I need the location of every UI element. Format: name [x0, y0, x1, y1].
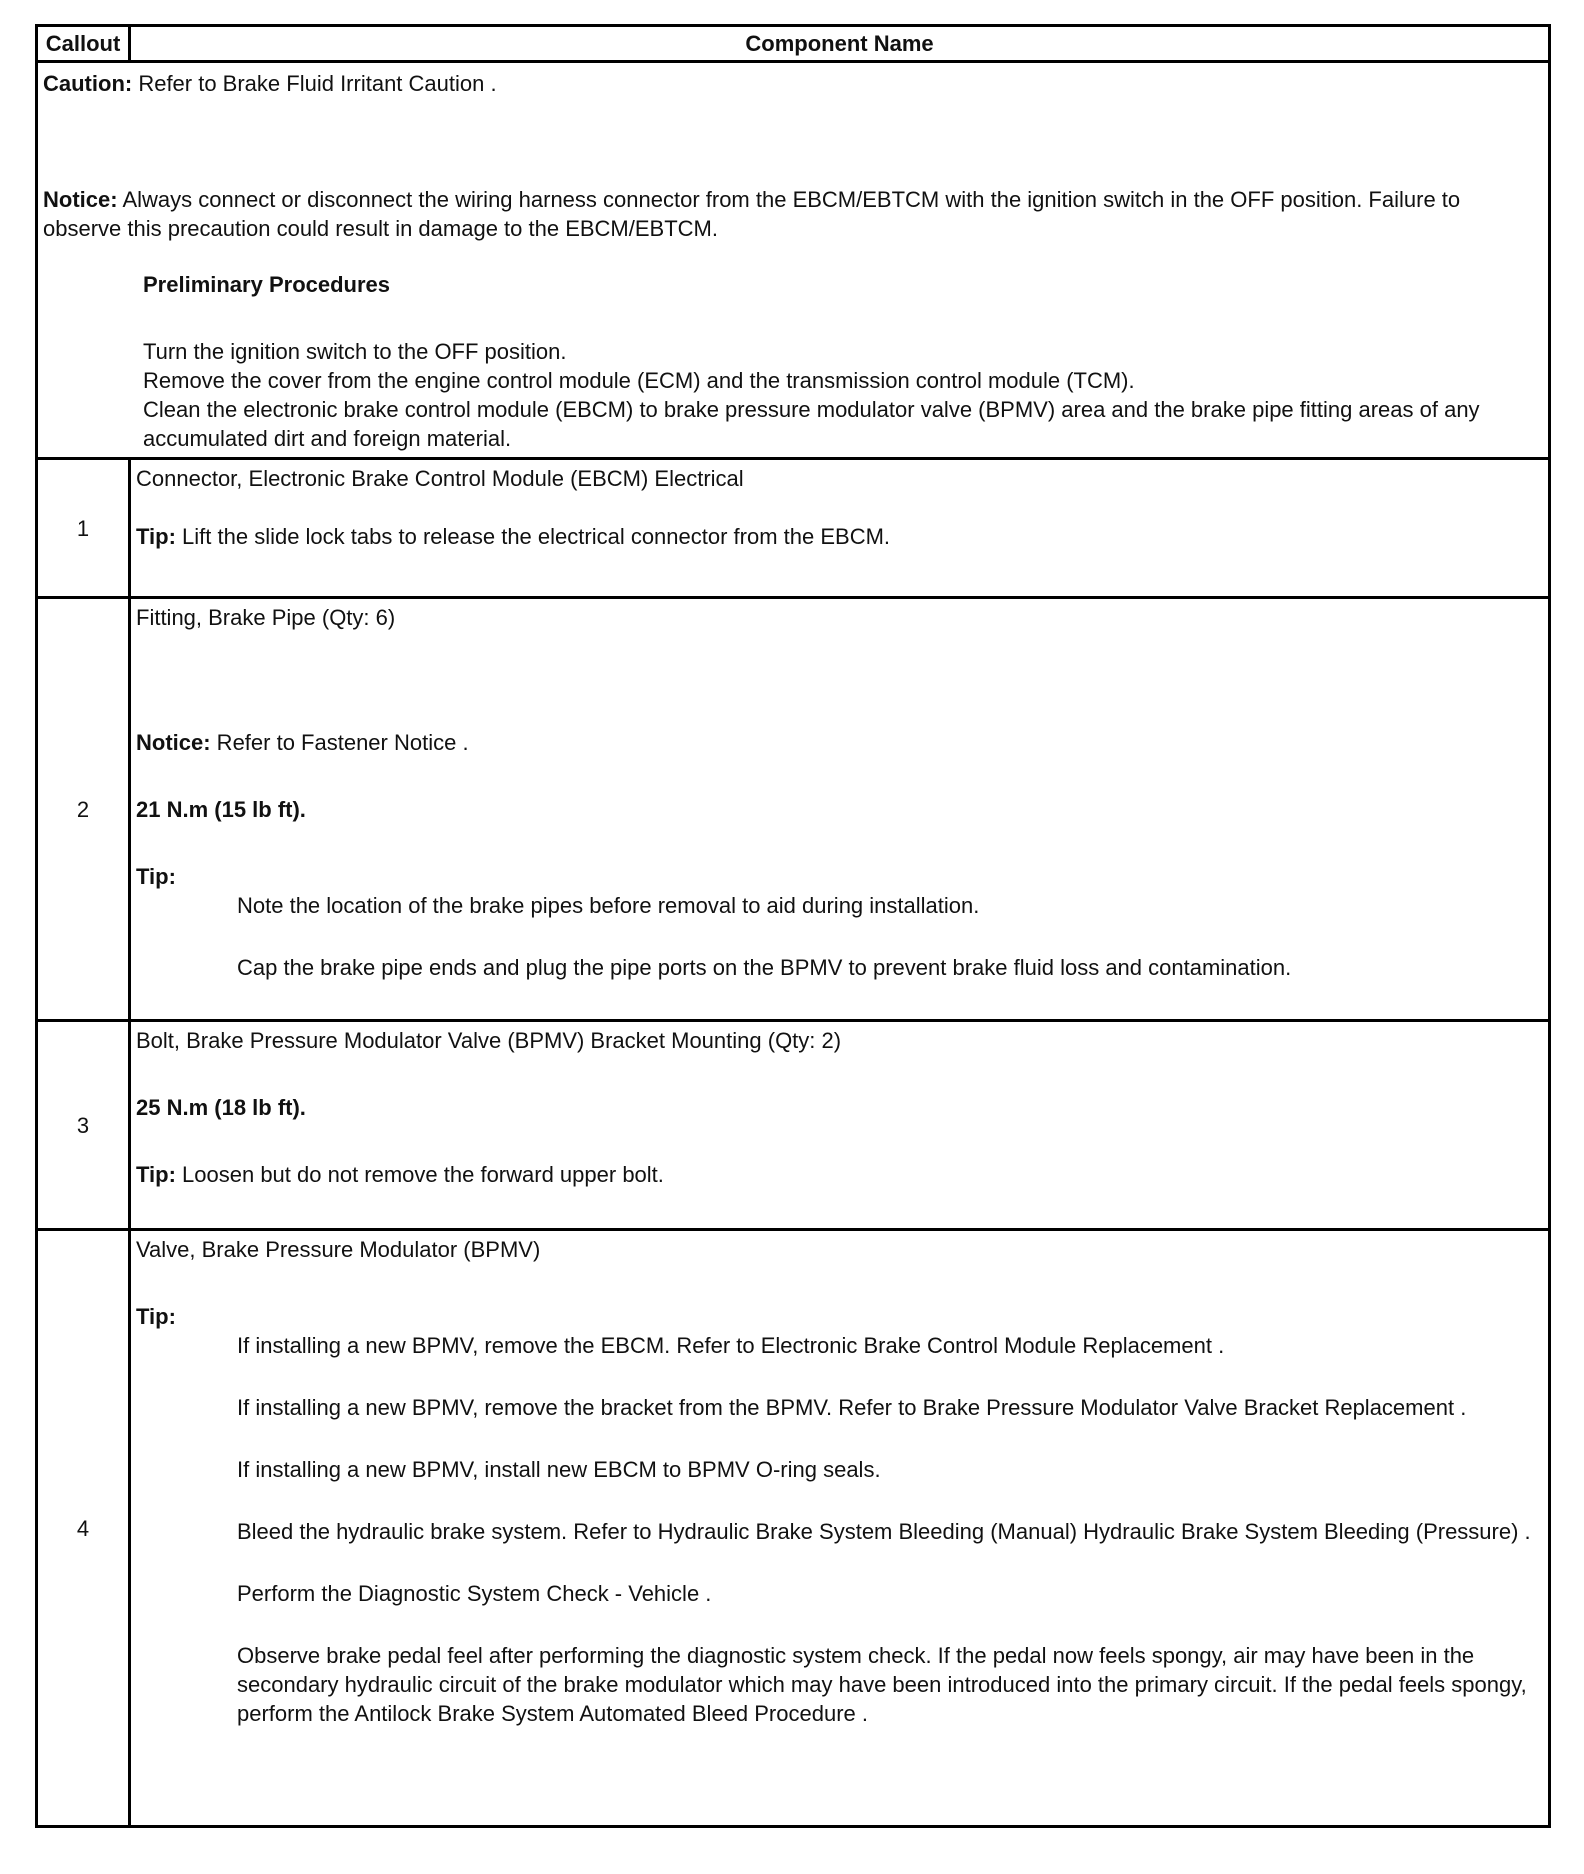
tip-item: Note the location of the brake pipes before removal to aid during installation.	[237, 893, 980, 918]
header-row	[37, 26, 1550, 62]
component-cell	[130, 459, 1550, 598]
tip-item: Perform the Diagnostic System Check - Vehicle .	[237, 1581, 712, 1606]
preliminary-procedures-title: Preliminary Procedures	[143, 272, 391, 297]
tip-label: Tip:	[136, 1304, 176, 1329]
callout-header: Callout	[37, 26, 130, 62]
tip-text: Lift the slide lock tabs to release the electrical connector from the EBCM.	[175, 524, 891, 549]
component-cell	[130, 1230, 1550, 1827]
notice-label: Notice:	[43, 187, 118, 212]
caution-line	[43, 69, 1542, 98]
tip-label: Tip:	[136, 864, 176, 889]
caution-label: Caution:	[43, 71, 133, 96]
tip-item: If installing a new BPMV, remove the EBCM. Refer to Electronic Brake Control Module Replacement .	[237, 1333, 1225, 1358]
notice-text: Always connect or disconnect the wiring harness connector from the EBCM/EBTCM with the ignition switch in the OFF position. Failure to observe this precaution could result in damage to the EBCM/EBTCM.	[43, 187, 1461, 241]
tip-list	[136, 1331, 1542, 1728]
caution-text: Refer to Brake Fluid Irritant Caution .	[132, 71, 497, 96]
component-table-document	[35, 24, 1551, 1855]
tip-item: Observe brake pedal feel after performing the diagnostic system check. If the pedal now feels spongy, air may have been in the secondary hydraulic circuit of the brake modulator which may have been introduced into the primary circuit. If the pedal feels spongy, perform the Antilock Brake System Automated Bleed Procedure .	[237, 1643, 1527, 1726]
torque-spec: 25 N.m (18 lb ft).	[136, 1095, 306, 1120]
table-row	[37, 598, 1550, 1021]
component-table	[35, 24, 1551, 1828]
notice-line	[136, 728, 1542, 757]
callout-number: 3	[37, 1021, 130, 1230]
component-name: Connector, Electronic Brake Control Module (EBCM) Electrical	[136, 466, 744, 491]
notice-line	[43, 185, 1542, 243]
tip-list	[136, 891, 1542, 982]
component-cell	[130, 1021, 1550, 1230]
tip-item: Bleed the hydraulic brake system. Refer to Hydraulic Brake System Bleeding (Manual) Hydraulic Brake System Bleeding (Pressure) .	[237, 1519, 1531, 1544]
notice-text: Refer to Fastener Notice .	[210, 730, 469, 755]
notice-label: Notice:	[136, 730, 211, 755]
intro-row	[37, 62, 1550, 459]
tip-line	[136, 1160, 1542, 1189]
callout-number: 1	[37, 459, 130, 598]
preliminary-step: Remove the cover from the engine control module (ECM) and the transmission control module (TCM).	[143, 368, 1135, 393]
intro-cell	[37, 62, 1550, 459]
callout-number: 4	[37, 1230, 130, 1827]
component-name: Fitting, Brake Pipe (Qty: 6)	[136, 605, 396, 630]
tip-item: If installing a new BPMV, remove the bracket from the BPMV. Refer to Brake Pressure Modulator Valve Bracket Replacement .	[237, 1395, 1467, 1420]
preliminary-steps	[43, 337, 1542, 453]
tip-label: Tip:	[136, 1162, 176, 1187]
component-cell	[130, 598, 1550, 1021]
tip-item: Cap the brake pipe ends and plug the pipe ports on the BPMV to prevent brake fluid loss and contamination.	[237, 955, 1292, 980]
table-row	[37, 1021, 1550, 1230]
tip-line	[136, 522, 1542, 551]
tip-text: Loosen but do not remove the forward upper bolt.	[175, 1162, 664, 1187]
table-row	[37, 459, 1550, 598]
callout-number: 2	[37, 598, 130, 1021]
torque-spec: 21 N.m (15 lb ft).	[136, 797, 306, 822]
tip-item: If installing a new BPMV, install new EBCM to BPMV O-ring seals.	[237, 1457, 881, 1482]
tip-label: Tip:	[136, 524, 176, 549]
component-name: Bolt, Brake Pressure Modulator Valve (BPMV) Bracket Mounting (Qty: 2)	[136, 1028, 842, 1053]
component-name-header: Component Name	[130, 26, 1550, 62]
preliminary-step: Turn the ignition switch to the OFF position.	[143, 339, 567, 364]
component-name: Valve, Brake Pressure Modulator (BPMV)	[136, 1237, 541, 1262]
table-row	[37, 1230, 1550, 1827]
preliminary-step: Clean the electronic brake control module (EBCM) to brake pressure modulator valve (BPMV) area and the brake pipe fitting areas of any accumulated dirt and foreign material.	[143, 397, 1480, 451]
